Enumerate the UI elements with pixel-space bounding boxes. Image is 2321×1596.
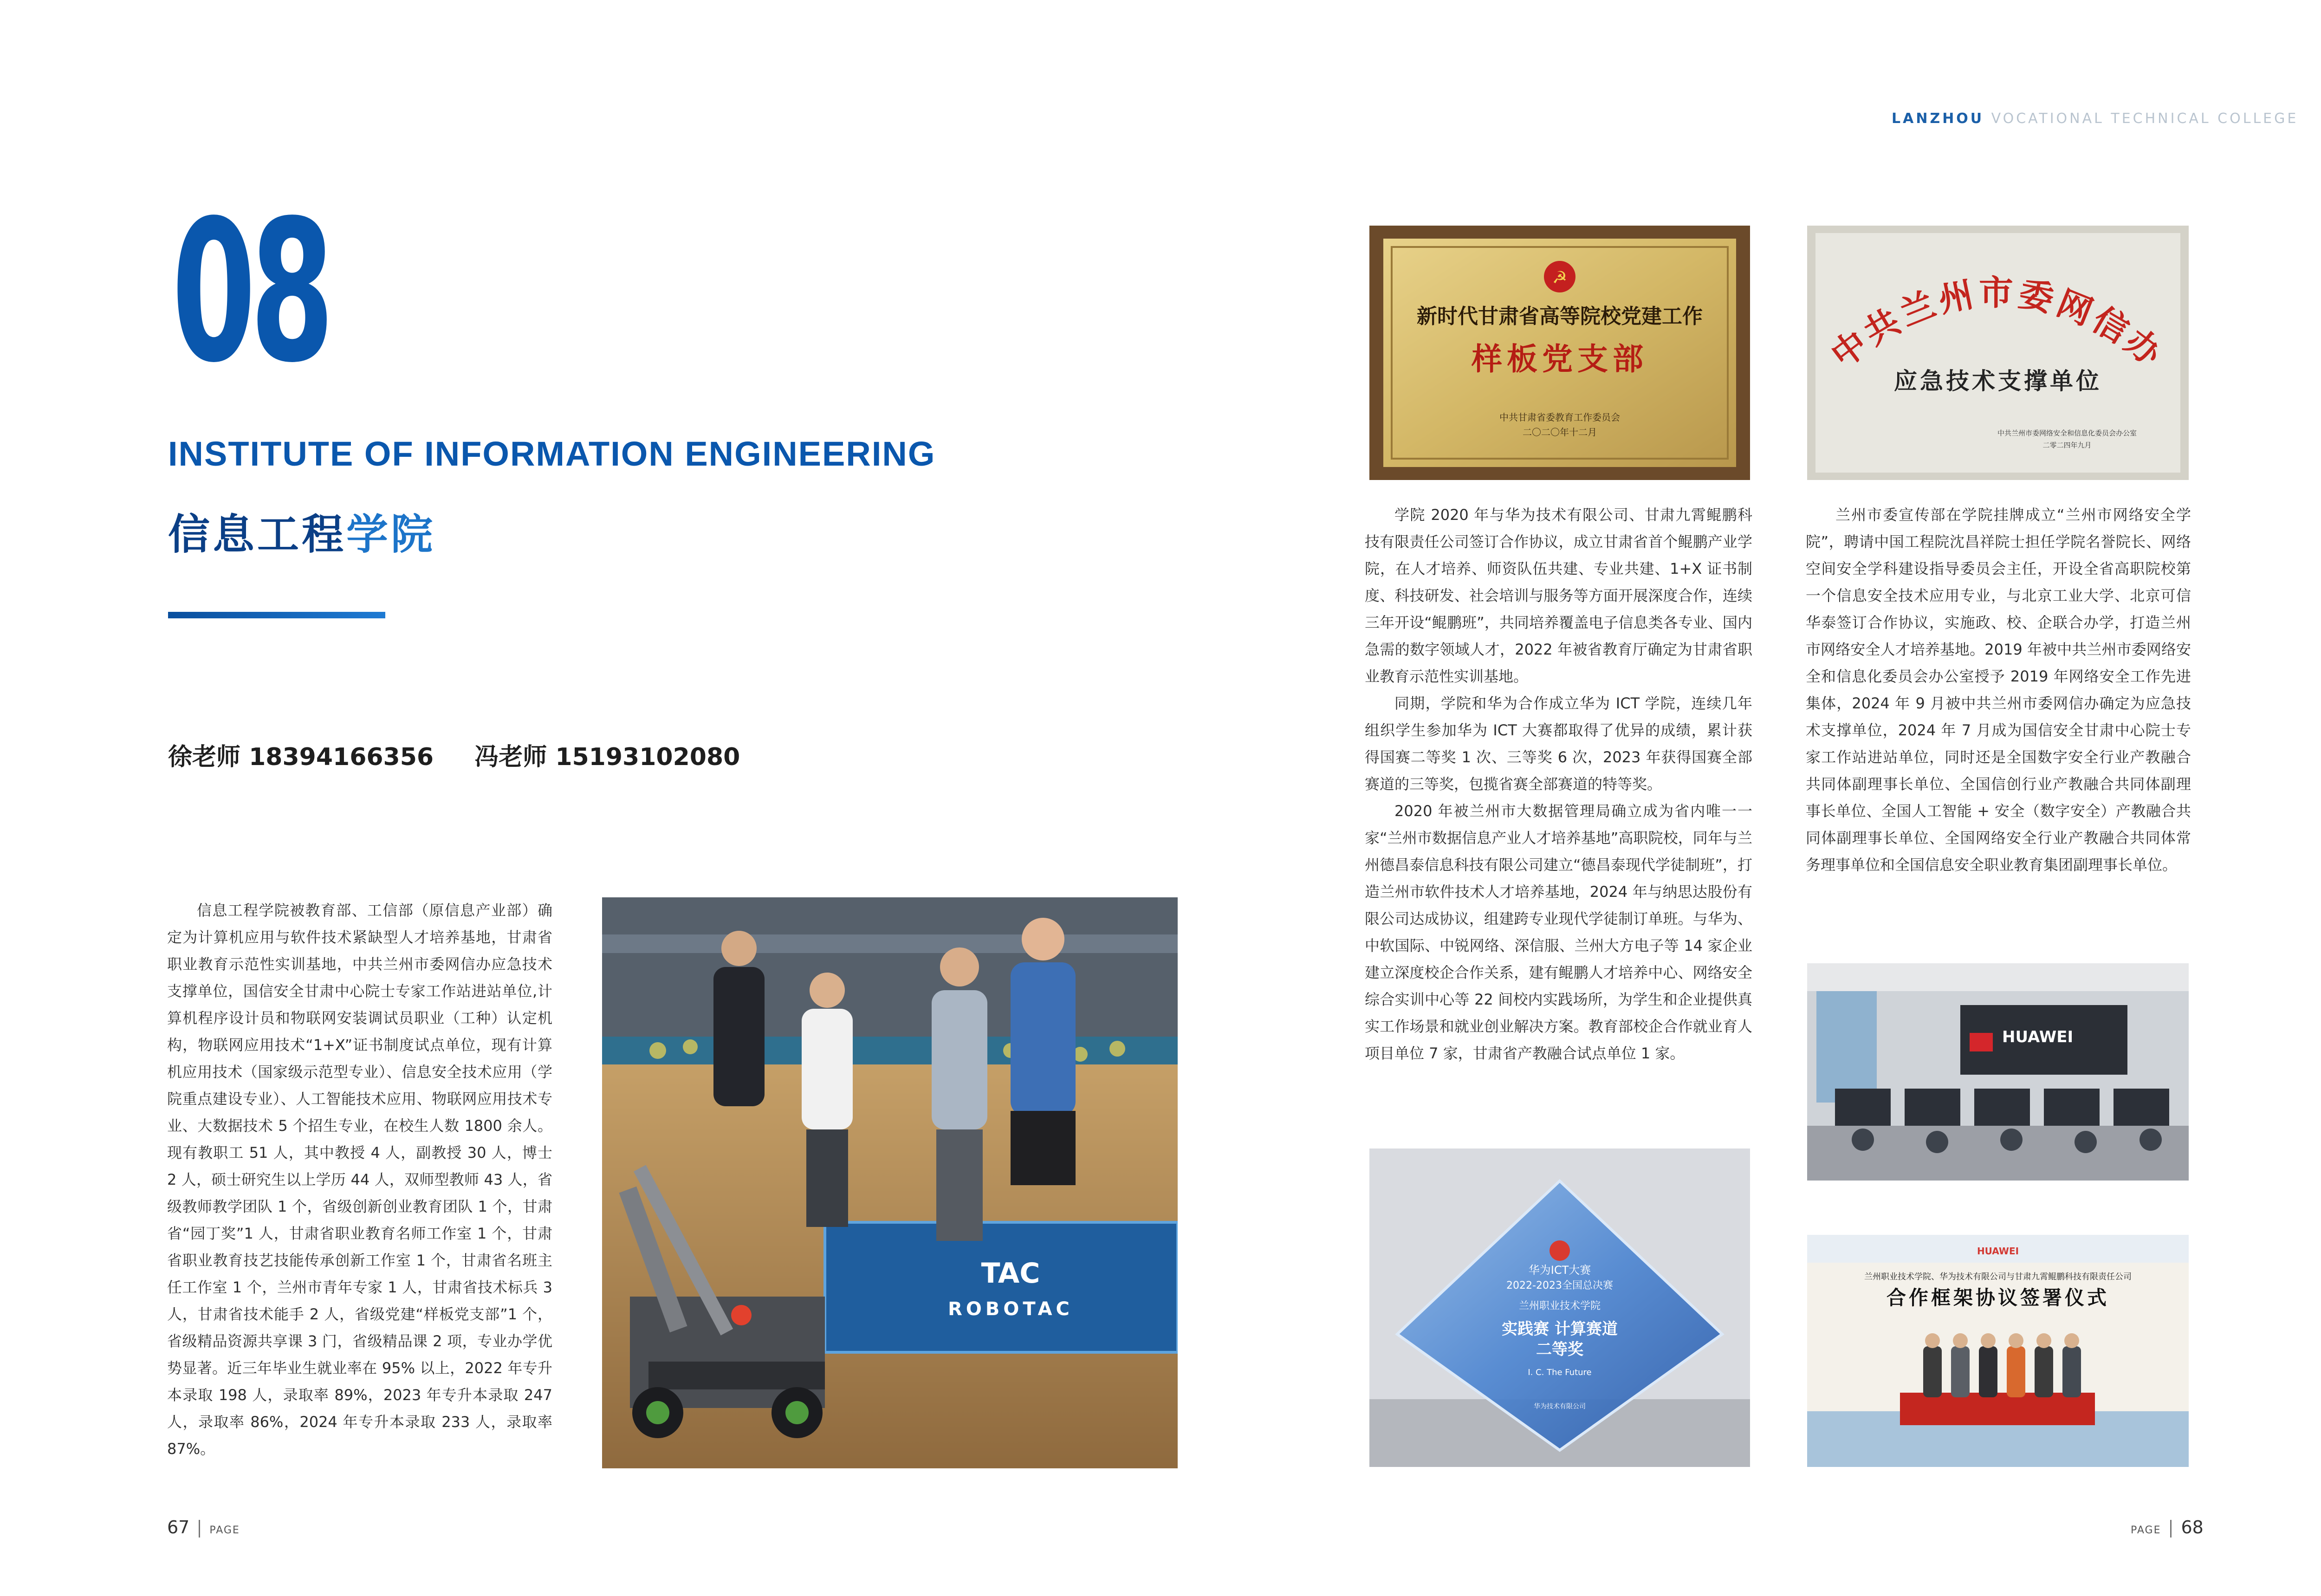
footer-left — [167, 1517, 240, 1538]
footer-divider-right — [2170, 1520, 2172, 1538]
plaque1-heading: 新时代甘肃省高等院校党建工作 — [1417, 305, 1703, 328]
robotac-brand-text: ROBOTAC — [948, 1298, 1073, 1320]
header-tagline — [1892, 110, 2298, 127]
plaque1-title: 样板党支部 — [1472, 341, 1648, 377]
plaque1-date: 二〇二〇年十二月 — [1523, 427, 1597, 438]
footer-divider-left — [199, 1520, 200, 1538]
signing-ceremony-photo — [1807, 1235, 2189, 1467]
trophy-line7: 华为技术有限公司 — [1534, 1403, 1586, 1410]
footer-right — [2131, 1517, 2204, 1538]
intro-text — [167, 897, 552, 1462]
tagline-college: VOCATIONAL TECHNICAL COLLEGE — [1991, 110, 2299, 127]
title-chinese — [168, 500, 435, 561]
right-paragraph: 兰州市委宣传部在学院挂牌成立“兰州市网络安全学院”，聘请中国工程院沈昌祥院士担任学院名誉院长、网络空间安全学科建设指导委员会主任，开设全省高职院校第一个信息安全技术应用专业，与北京工业大学、北京可信华泰签订合作协议，实施政、校、企联合办学，打造兰州市网络安全人才培养基地。2019 年被中共兰州市委网络安全和信息化委员会办公室授予 2019 年网络安全工作先进集体，2024 年 9 月被中共兰州市委网信办确定为应急技术支撑单位，2024 年 7 月成为国信安全甘肃中心院士专家工作站进站单位，同时还是全国数字安全行业产教融合共同体副理事长单位、全国信创行业产教融合共同体副理事长单位、全国人工智能 + 安全（数字安全）产教融合共同体副理事长单位、全国网络安全行业产教融合共同体常务理事单位和全国信息安全职业教育集团副理事长单位。 — [1806, 506, 2191, 874]
plaque2-arc-text: 中共兰州市委网信办 — [1824, 273, 2172, 376]
plaque1-issuer: 中共甘肃省委教育工作委员会 — [1499, 412, 1620, 423]
kunpeng-cooperation-text — [1365, 501, 1752, 1067]
middle-paragraph-3: 2020 年被兰州市大数据管理局确立成为省内唯一一家“兰州市数据信息产业人才培养基地”高职院校，同年与兰州德昌泰信息科技有限公司建立“德昌泰现代学徒制班”，打造兰州市软件技术人才培养基地，2024 年与纳思达股份有限公司达成协议，组建跨专业现代学徒制订单班。与华为、中软国际、中锐网络、深信服、兰州大方电子等 14 家企业建立深度校企合作关系，建有鲲鹏人才培养中心、网络安全综合实训中心等 22 间校内实践场所，为学生和企业提供真实工作场景和就业创业解决方案。教育部校企合作就业育人项目单位 7 家，甘肃省产教融合试点单位 1 家。 — [1365, 802, 1752, 1062]
signing-title: 合作框架协议签署仪式 — [1886, 1286, 2110, 1309]
page-label-left: PAGE — [209, 1525, 240, 1536]
huawei-lab-photo — [1807, 963, 2189, 1181]
contact-feng: 冯老师 15193102080 — [474, 743, 740, 771]
title-chinese-part1: 信息工程 — [168, 510, 346, 559]
signing-subtitle: 兰州职业技术学院、华为技术有限公司与甘肃九霄鲲鹏科技有限责任公司 — [1864, 1272, 2132, 1282]
title-english: INSTITUTE OF INFORMATION ENGINEERING — [168, 435, 936, 473]
trophy-line3: 兰州职业技术学院 — [1518, 1300, 1601, 1312]
hammer-sickle-icon: ☭ — [1552, 268, 1568, 287]
robotac-logo-text: TAC — [981, 1257, 1040, 1290]
title-divider — [168, 612, 385, 618]
emergency-support-plaque-photo — [1807, 226, 2189, 480]
cybersecurity-college-text — [1806, 501, 2191, 878]
page-number-left: 67 — [167, 1517, 190, 1538]
page-number-right: 68 — [2181, 1517, 2204, 1538]
signing-logos-text: HUAWEI — [1977, 1246, 2019, 1257]
plaque2-date: 二零二四年九月 — [2042, 441, 2092, 449]
contact-xu: 徐老师 18394166356 — [168, 743, 434, 771]
chapter-number: 08 — [172, 179, 329, 406]
trophy-line5: 二等奖 — [1536, 1340, 1583, 1359]
trophy-line4: 实践赛 计算赛道 — [1502, 1320, 1618, 1338]
title-chinese-part2: 学院 — [346, 510, 435, 559]
trophy-line2: 2022-2023全国总决赛 — [1506, 1280, 1613, 1291]
trophy-line6: I. C. The Future — [1528, 1368, 1592, 1377]
plaque2-title: 应急技术支撑单位 — [1894, 367, 2102, 395]
trophy-line1: 华为ICT大赛 — [1528, 1264, 1591, 1277]
party-branch-plaque-photo — [1369, 226, 1750, 480]
plaque2-issuer: 中共兰州市委网络安全和信息化委员会办公室 — [1997, 429, 2137, 437]
contact-line — [168, 737, 772, 772]
middle-paragraph-2: 同期，学院和华为合作成立华为 ICT 学院，连续几年组织学生参加华为 ICT 大赛都取得了优异的成绩，累计获得国赛二等奖 1 次、三等奖 6 次，2023 年获得国赛全部赛道的三等奖，包揽省赛全部赛道的特等奖。 — [1365, 694, 1752, 793]
tagline-lanzhou: LANZHOU — [1892, 110, 1984, 127]
robot-competition-photo — [602, 897, 1178, 1468]
middle-paragraph-1: 学院 2020 年与华为技术有限公司、甘肃九霄鲲鹏科技有限责任公司签订合作协议，成立甘肃省首个鲲鹏产业学院，在人才培养、师资队伍共建、专业共建、1+X 证书制度、科技研发、社会培训与服务等方面开展深度合作，连续三年开设“鲲鹏班”，共同培养覆盖电子信息类各专业、国内急需的数字领域人才，2022 年被省教育厅确定为甘肃省职业教育示范性实训基地。 — [1365, 506, 1752, 685]
ict-trophy-photo — [1369, 1148, 1750, 1467]
page-label-right: PAGE — [2131, 1525, 2161, 1536]
intro-paragraph: 信息工程学院被教育部、工信部（原信息产业部）确定为计算机应用与软件技术紧缺型人才培养基地，甘肃省职业教育示范性实训基地，中共兰州市委网信办应急技术支撑单位，国信安全甘肃中心院士专家工作站进站单位,计算机程序设计员和物联网安装调试员职业（工种）认定机构，物联网应用技术“1+X”证书制度试点单位，现有计算机应用技术（国家级示范型专业）、信息安全技术应用（学院重点建设专业）、人工智能技术应用、物联网应用技术专业、大数据技术 5 个招生专业，在校生人数 1800 余人。现有教职工 51 人，其中教授 4 人，副教授 30 人，博士 2 人，硕士研究生以上学历 44 人，双师型教师 43 人，省级教师教学团队 1 个，省级创新创业教育团队 1 个，甘肃省“园丁奖”1 人，甘肃省职业教育名师工作室 1 个，甘肃省职业教育技艺技能传承创新工作室 1 个，甘肃省名班主任工作室 1 个，兰州市青年专家 1 人，甘肃省技术标兵 3 人，甘肃省技术能手 2 人，省级党建“样板党支部”1 个，省级精品资源共享课 3 门，省级精品课 2 项，专业办学优势显著。近三年毕业生就业率在 95% 以上，2022 年专升本录取 198 人，录取率 89%，2023 年专升本录取 247 人，录取率 86%，2024 年专升本录取 233 人，录取率 87%。 — [167, 902, 552, 1458]
lab-huawei-text: HUAWEI — [2002, 1028, 2074, 1046]
